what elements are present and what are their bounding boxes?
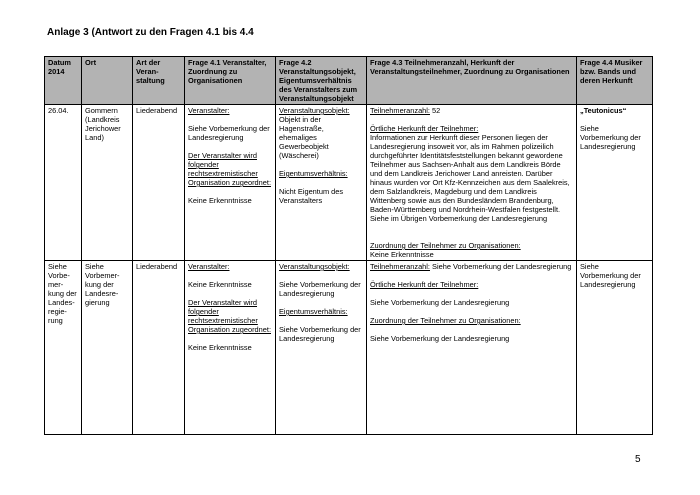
objekt-label: Veranstaltungsobjekt: [279, 262, 350, 271]
document-title: Anlage 3 (Antwort zu den Fragen 4.1 bis 4.4 [47, 27, 254, 38]
header-frage-4-2: Frage 4.2 Veranstaltungsobjekt, Eigentumsverhältnis des Veranstalters zum Veranstaltungsobjekt [276, 57, 367, 105]
cell-frage-4-3 [367, 105, 577, 261]
header-frage-4-4: Frage 4.4 Musiker bzw. Bands und deren Herkunft [577, 57, 653, 105]
band-herkunft: Siehe Vorbemerkung der Landesregierung [580, 262, 641, 289]
table-row [45, 261, 653, 435]
teilnehmer-zuordnung-value: Keine Erkenntnisse [370, 250, 434, 259]
cell-datum: Siehe Vorbe-mer-kung der Landes-regie-rung [45, 261, 82, 435]
band-herkunft: Siehe Vorbemerkung der Landesregierung [580, 124, 641, 151]
anzahl-label: Teilnehmeranzahl: [370, 106, 430, 115]
herkunft-label: Örtliche Herkunft der Teilnehmer: [370, 280, 479, 289]
eigentum-value: Nicht Eigentum des Veranstalters [279, 187, 344, 205]
veranstalter-value: Keine Erkenntnisse [188, 280, 252, 289]
table-row [45, 105, 653, 261]
header-frage-4-3: Frage 4.3 Teilnehmeranzahl, Herkunft der Veranstaltungsteilnehmer, Zuordnung zu Organisationen [367, 57, 577, 105]
eigentum-value: Siehe Vorbemerkung der Landesregierung [279, 325, 361, 343]
cell-frage-4-2 [276, 261, 367, 435]
header-datum: Datum 2014 [45, 57, 82, 105]
cell-datum: 26.04. [45, 105, 82, 261]
teilnehmeranzahl-line [370, 106, 573, 115]
objekt-value: Objekt in der Hagenstraße, ehemaliges Gewerbeobjekt (Wäscherei) [279, 115, 329, 160]
herkunft-value: Informationen zur Herkunft dieser Personen liegen der Landesregierung insoweit vor, als im Rahmen polizeilich durchgeführter Identitätsfeststellungen bekannt gewordene Teilnehmer aus Sachsen-Anhalt aus dem Landkreis Börde und dem Landkreis Jerichower Land anreisten. Darüber hinaus wurden vor Ort Kfz-Kennzeichen aus dem Saalekreis, dem Salzlandkreis, Magdeburg und dem Landkreis Wittenberg sowie aus den Bundesländern Brandenburg, Baden-Württemberg und Nordrhein-Westfalen festgestellt. Siehe im Übrigen Vorbemerkung der Landesregierung [370, 133, 570, 223]
eigentum-label: Eigentumsverhältnis: [279, 307, 348, 316]
veranstalter-label: Veranstalter: [188, 262, 230, 271]
header-row [45, 57, 653, 105]
anzahl-value: 52 [432, 106, 441, 115]
cell-frage-4-3 [367, 261, 577, 435]
header-art: Art der Veran-staltung [133, 57, 185, 105]
veranstalter-value: Siehe Vorbemerkung der Landesregierung [188, 124, 270, 142]
zuordnung-value: Keine Erkenntnisse [188, 196, 252, 205]
objekt-label: Veranstaltungsobjekt: [279, 106, 350, 115]
cell-frage-4-4 [577, 105, 653, 261]
teilnehmer-zuordnung-label: Zuordnung der Teilnehmer zu Organisationen: [370, 241, 521, 250]
teilnehmer-zuordnung-label: Zuordnung der Teilnehmer zu Organisationen: [370, 316, 521, 325]
teilnehmer-zuordnung-value: Siehe Vorbemerkung der Landesregierung [370, 334, 510, 343]
herkunft-label: Örtliche Herkunft der Teilnehmer: [370, 124, 479, 133]
band-name: „Teutonicus“ [580, 106, 627, 115]
page-number: 5 [635, 454, 641, 465]
eigentum-label: Eigentumsverhältnis: [279, 169, 348, 178]
cell-frage-4-2 [276, 105, 367, 261]
header-ort: Ort [82, 57, 133, 105]
cell-frage-4-4 [577, 261, 653, 435]
zuordnung-label: Der Veranstalter wird folgender rechtsextremistischer Organisation zugeordnet: [188, 151, 271, 187]
cell-frage-4-1 [185, 105, 276, 261]
anzahl-label: Teilnehmeranzahl: [370, 262, 430, 271]
teilnehmeranzahl-line [370, 262, 573, 271]
objekt-value: Siehe Vorbemerkung der Landesregierung [279, 280, 361, 298]
cell-art: Liederabend [133, 261, 185, 435]
header-frage-4-1: Frage 4.1 Veranstalter, Zuordnung zu Organisationen [185, 57, 276, 105]
cell-frage-4-1 [185, 261, 276, 435]
zuordnung-label: Der Veranstalter wird folgender rechtsextremistischer Organisation zugeordnet: [188, 298, 271, 334]
zuordnung-value: Keine Erkenntnisse [188, 343, 252, 352]
veranstalter-label: Veranstalter: [188, 106, 230, 115]
answer-table [44, 56, 653, 435]
cell-art: Liederabend [133, 105, 185, 261]
cell-ort: Siehe Vorbemer-kung der Landesre-gierung [82, 261, 133, 435]
cell-ort: Gommern (Landkreis Jerichower Land) [82, 105, 133, 261]
herkunft-value: Siehe Vorbemerkung der Landesregierung [370, 298, 510, 307]
anzahl-value: Siehe Vorbemerkung der Landesregierung [432, 262, 572, 271]
